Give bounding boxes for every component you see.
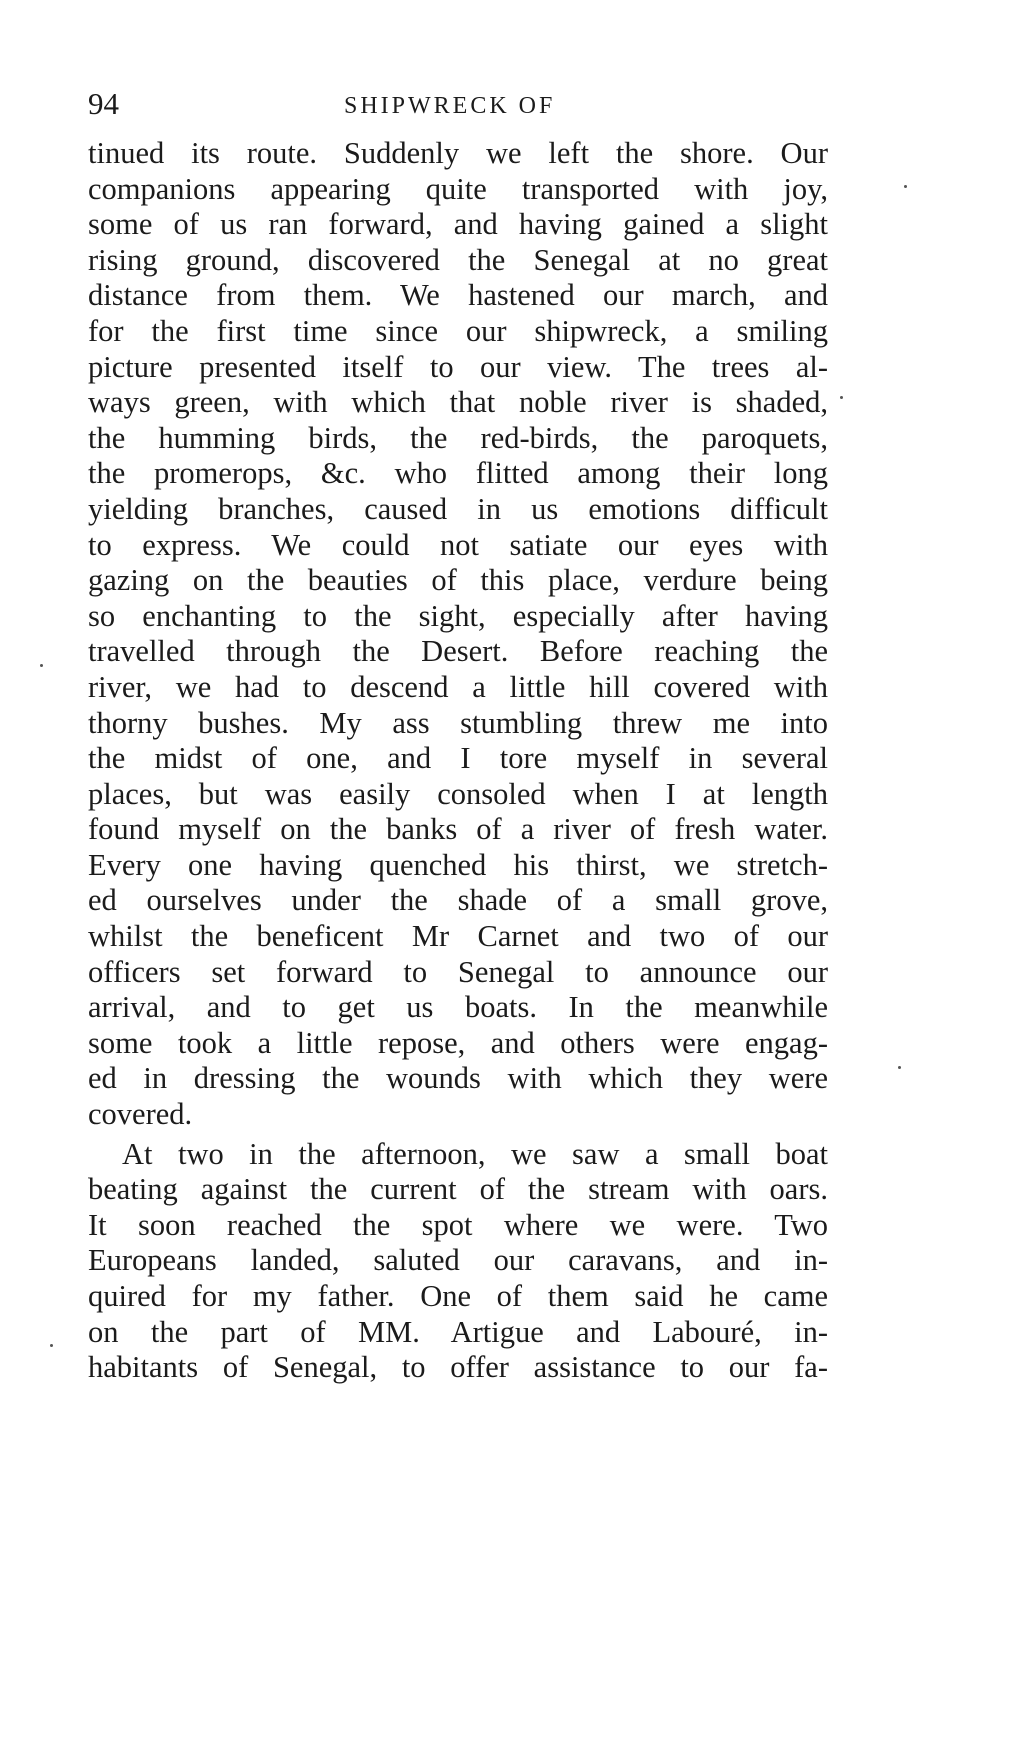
text-line: officers set forward to Senegal to announce our xyxy=(88,954,828,989)
text-line: the promerops, &c. who flitted among their long xyxy=(88,456,828,491)
text-line: the humming birds, the red-birds, the paroquets, xyxy=(88,420,828,455)
text-line: whilst the beneficent Mr Carnet and two of our xyxy=(88,919,828,954)
text-line: covered. xyxy=(88,1097,193,1132)
text-line: on the part of MM. Artigue and Labouré, in- xyxy=(88,1314,828,1349)
text-line: habitants of Senegal, to offer assistance to our fa- xyxy=(88,1350,828,1385)
paper-speck xyxy=(898,1066,901,1069)
page-header xyxy=(88,84,828,128)
text-line: picture presented itself to our view. The trees al- xyxy=(88,349,828,384)
text-line: quired for my father. One of them said he came xyxy=(88,1279,828,1313)
text-line: some of us ran forward, and having gained a slight xyxy=(88,207,828,242)
running-head: SHIPWRECK OF xyxy=(344,93,556,119)
text-line: companions appearing quite transported with joy, xyxy=(88,171,828,206)
text-line: beating against the current of the stream with oars. xyxy=(88,1172,828,1207)
text-line: ways green, with which that noble river is shaded, xyxy=(88,385,828,420)
text-line: river, we had to descend a little hill covered with xyxy=(88,669,828,704)
text-line: travelled through the Desert. Before reaching the xyxy=(88,634,828,669)
text-line: distance from them. We hastened our march, and xyxy=(88,278,828,313)
paper-speck xyxy=(904,185,907,188)
body-text xyxy=(88,136,828,1386)
paper-speck xyxy=(50,1344,53,1347)
text-line: gazing on the beauties of this place, verdure being xyxy=(88,563,828,598)
text-line: for the first time since our shipwreck, a smiling xyxy=(88,313,828,348)
text-line: It soon reached the spot where we were. Two xyxy=(88,1207,828,1242)
text-line: Every one having quenched his thirst, we stretch- xyxy=(88,847,828,882)
text-line: At two in the afternoon, we saw a small boat xyxy=(122,1136,828,1171)
text-line: places, but was easily consoled when I at length xyxy=(88,776,828,811)
text-line: rising ground, discovered the Senegal at no great xyxy=(88,242,828,277)
paper-speck xyxy=(840,396,843,399)
text-line: to express. We could not satiate our eyes with xyxy=(88,527,828,562)
text-line: Europeans landed, saluted our caravans, and in- xyxy=(88,1243,828,1278)
text-line: yielding branches, caused in us emotions difficult xyxy=(88,491,828,526)
text-line: thorny bushes. My ass stumbling threw me into xyxy=(88,705,828,740)
page-number: 94 xyxy=(88,86,119,121)
text-line: arrival, and to get us boats. In the meanwhile xyxy=(88,990,828,1025)
text-line: some took a little repose, and others were engag- xyxy=(88,1025,828,1060)
paper-speck xyxy=(40,664,43,667)
text-line: so enchanting to the sight, especially after having xyxy=(88,598,828,633)
text-line: the midst of one, and I tore myself in several xyxy=(88,741,828,776)
text-line: ed in dressing the wounds with which they were xyxy=(88,1061,828,1096)
text-line: found myself on the banks of a river of fresh water. xyxy=(88,812,828,847)
text-line: tinued its route. Suddenly we left the shore. Our xyxy=(88,136,828,170)
text-line: ed ourselves under the shade of a small grove, xyxy=(88,883,828,918)
